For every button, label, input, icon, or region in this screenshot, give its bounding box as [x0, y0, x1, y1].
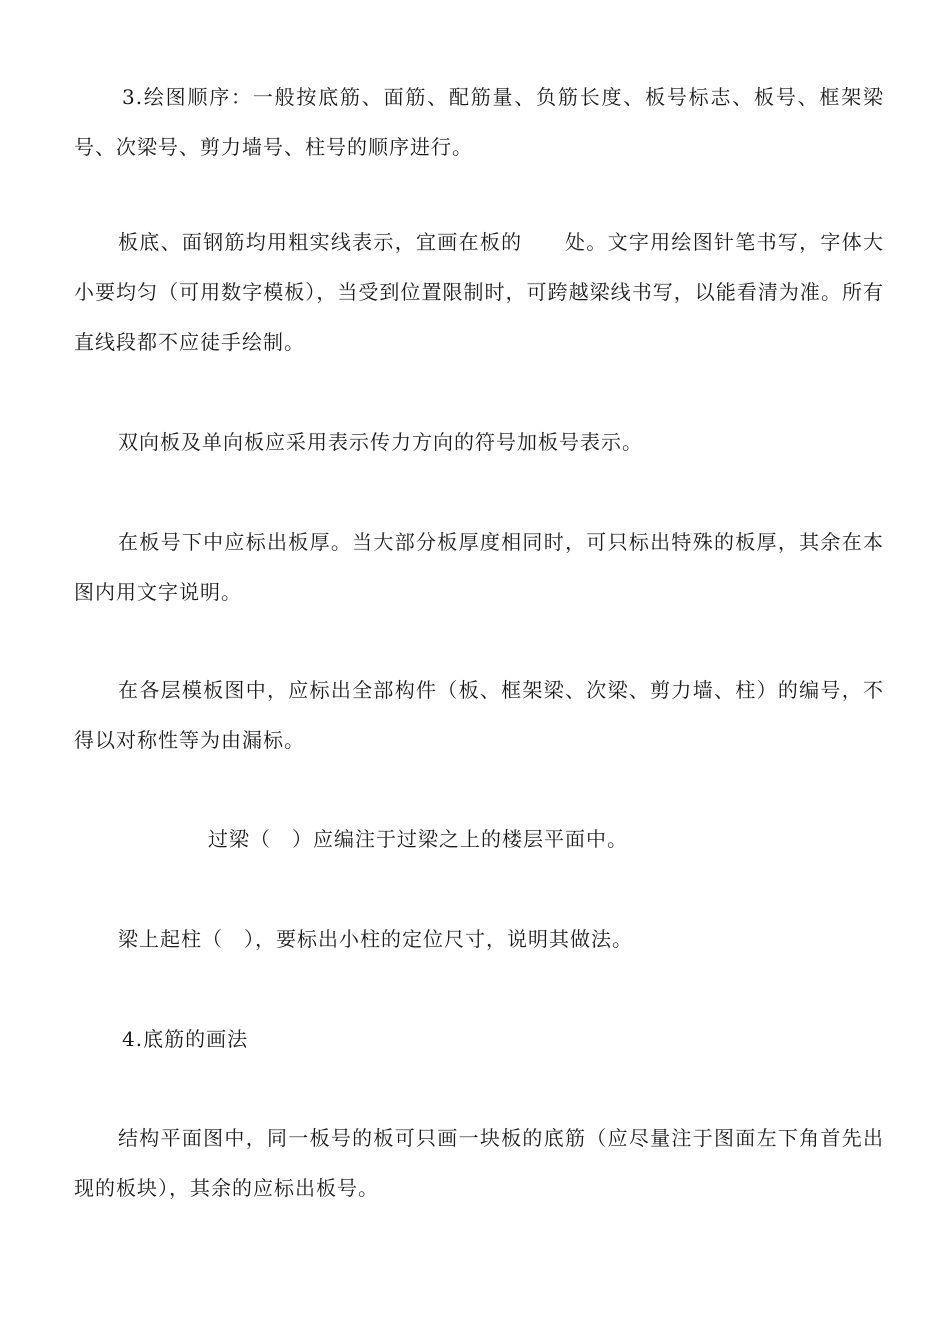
- paragraph-drawing-order: 3.绘图顺序：一般按底筋、面筋、配筋量、负筋长度、板号标志、板号、框架梁号、次梁号、剪力墙号、柱号的顺序进行。: [74, 85, 884, 159]
- paragraph-column-on-beam: 梁上起柱（ ），要标出小柱的定位尺寸，说明其做法。: [118, 927, 633, 951]
- paragraph-bottom-rebar-drawing: 结构平面图中，同一板号的板可只画一块板的底筋（应尽量注于图面左下角首先出现的板块），其余的应标出板号。: [74, 1126, 884, 1200]
- paragraph-rebar-line-style: 板底、面钢筋均用粗实线表示，宜画在板的 处。文字用绘图针笔书写，字体大小要均匀（可用数字模板），当受到位置限制时，可跨越梁线书写，以能看清为准。所有直线段都不应徒手绘制。: [74, 230, 884, 354]
- paragraph-slab-thickness: 在板号下中应标出板厚。当大部分板厚度相同时，可只标出特殊的板厚，其余在本图内用文字说明。: [74, 530, 884, 604]
- paragraph-member-numbering: 在各层模板图中，应标出全部构件（板、框架梁、次梁、剪力墙、柱）的编号，不得以对称性等为由漏标。: [74, 678, 884, 752]
- section-heading-bottom-rebar: 4.底筋的画法: [122, 1027, 249, 1051]
- paragraph-lintel: 过梁（ ）应编注于过梁之上的楼层平面中。: [208, 827, 628, 851]
- paragraph-slab-symbol: 双向板及单向板应采用表示传力方向的符号加板号表示。: [118, 430, 643, 454]
